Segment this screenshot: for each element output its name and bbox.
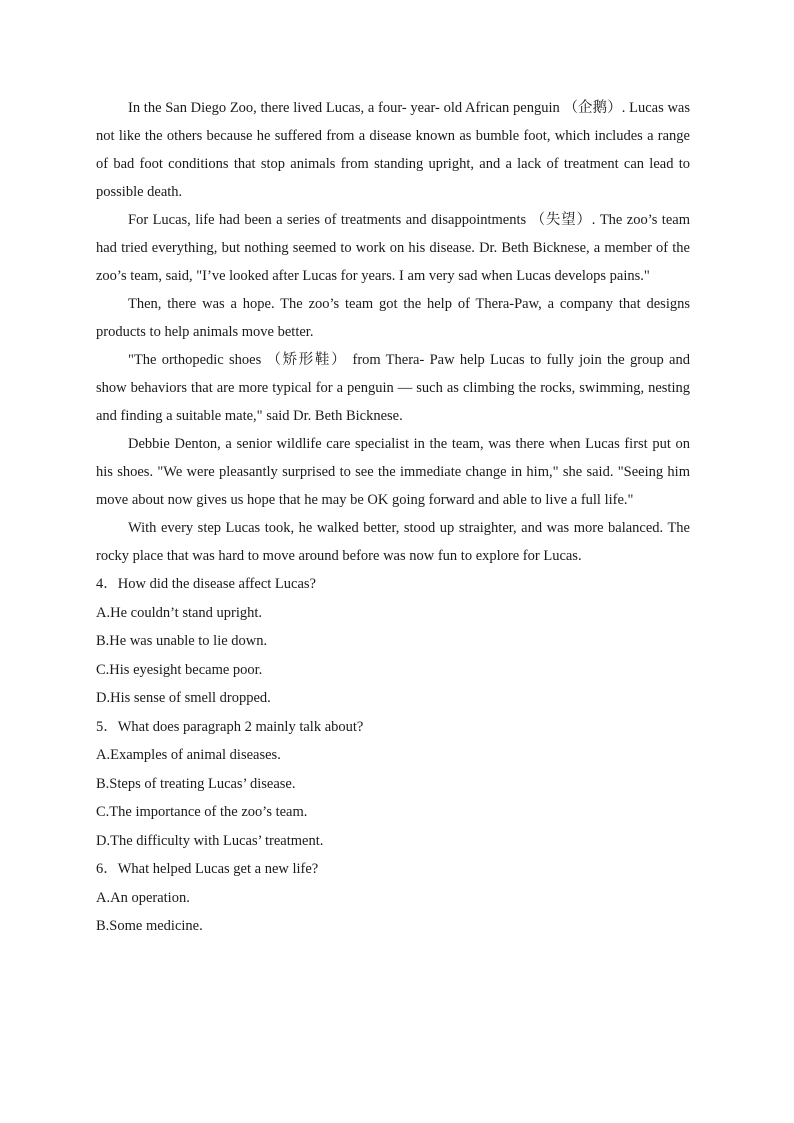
question-stem: 4．How did the disease affect Lucas? — [96, 576, 316, 592]
answer-option-b: B.Some medicine. — [96, 918, 203, 934]
answer-option-b: B.Steps of treating Lucas’ disease. — [96, 775, 296, 792]
reading-passage — [96, 94, 690, 570]
passage-paragraph-3: Then, there was a hope. The zoo’s team got the help of Thera-Paw, a company that designs products to help animals move better. — [96, 296, 690, 340]
question-stem: 6．What helped Lucas get a new life? — [96, 861, 319, 877]
answer-option-b: B.He was unable to lie down. — [96, 633, 268, 649]
passage-paragraph-5: Debbie Denton, a senior wildlife care specialist in the team, was there when Lucas first put on his shoes. "We were pleasantly surprised to see the immediate change in him," she said. "Seeing him move about now gives us hope that he may be OK going forward and able to live a full life." — [96, 436, 690, 508]
passage-paragraph-2: For Lucas, life had been a series of treatments and disappointments （失望）. The zoo’s team had tried everything, but nothing seemed to work on his disease. Dr. Beth Bicknese, a member of the zoo’s team, said, "I’ve looked after Lucas for years. I am very sad when Lucas develops pains." — [96, 212, 690, 284]
passage-paragraph-4: "The orthopedic shoes （矫形鞋） from Thera- Paw help Lucas to fully join the group and show behaviors that are more typical for a penguin — such as climbing the rocks, swimming, nesting and finding a suitable mate," said Dr. Beth Bicknese. — [96, 352, 690, 424]
question-block-5 — [96, 713, 690, 856]
answer-option-c: C.His eyesight became poor. — [96, 661, 263, 678]
answer-option-d: D.The difficulty with Lucas’ treatment. — [96, 832, 324, 849]
answer-option-a: A.Examples of animal diseases. — [96, 747, 281, 763]
document-page — [96, 94, 690, 941]
answer-option-c: C.The importance of the zoo’s team. — [96, 804, 308, 820]
question-stem: 5．What does paragraph 2 mainly talk about? — [96, 718, 364, 735]
answer-option-a: A.An operation. — [96, 889, 190, 906]
passage-paragraph-1: In the San Diego Zoo, there lived Lucas, a four- year- old African penguin （企鹅）. Lucas was not like the others because he suffered from a disease known as bumble foot, which includes a range of bad foot conditions that stop animals from standing upright, and a lack of treatment can lead to possible death. — [96, 100, 690, 200]
passage-paragraph-6: With every step Lucas took, he walked better, stood up straighter, and was more balanced. The rocky place that was hard to move around before was now fun to explore for Lucas. — [96, 520, 690, 564]
question-block-4 — [96, 570, 690, 713]
question-block-6 — [96, 855, 690, 941]
answer-option-a: A.He couldn’t stand upright. — [96, 604, 263, 621]
answer-option-d: D.His sense of smell dropped. — [96, 690, 271, 706]
